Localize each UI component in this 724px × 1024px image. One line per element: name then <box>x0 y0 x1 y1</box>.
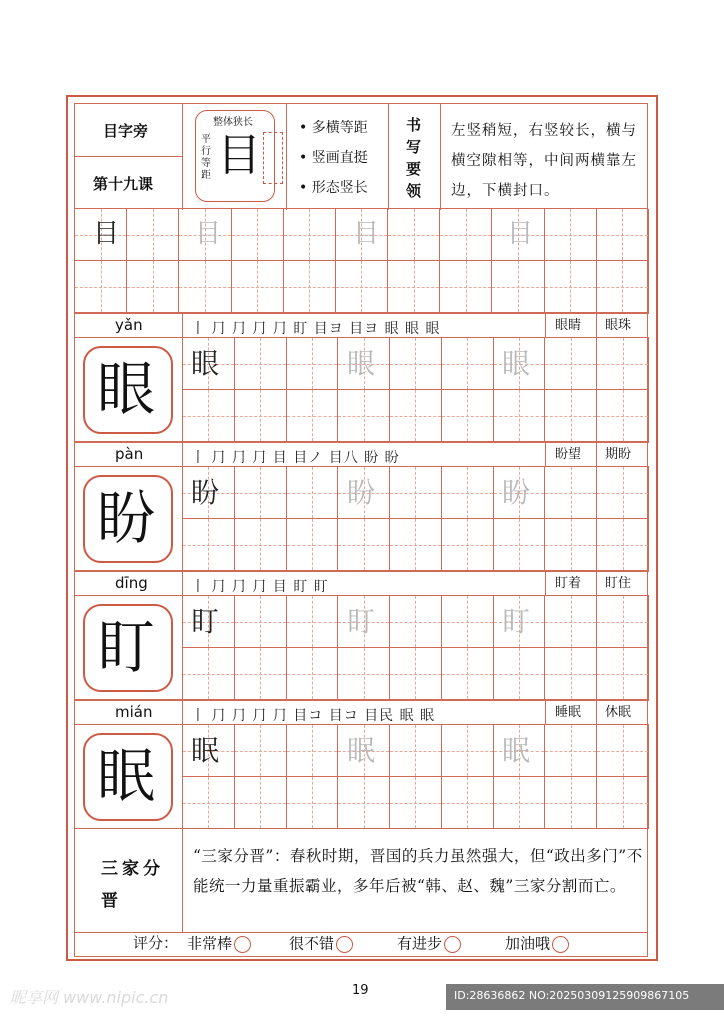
watermark-right: ID:28636862 NO:20250309125909867105 <box>454 989 690 1002</box>
grid-cell <box>597 519 649 571</box>
grid-cell <box>597 467 649 519</box>
rating-option-1[interactable]: 非常棒 <box>187 936 251 953</box>
grid-cell <box>442 467 494 519</box>
grid-cell <box>338 777 390 829</box>
grid-cell <box>545 596 597 648</box>
pinyin: pàn <box>115 445 144 463</box>
grid-cell <box>492 261 544 313</box>
grid-cell <box>597 596 649 648</box>
practice-grid-top <box>74 209 648 313</box>
grid-cell <box>336 261 388 313</box>
rating-option-3[interactable]: 有进步 <box>397 936 461 953</box>
grid-cell <box>442 777 494 829</box>
grid-cell <box>440 209 492 261</box>
grid-cell <box>597 338 649 390</box>
character-section <box>74 442 648 571</box>
grid-cell <box>235 725 287 777</box>
big-character: 盼 <box>97 484 156 552</box>
grid-cell <box>597 725 649 777</box>
rating-circle-icon <box>336 936 353 953</box>
grid-cell <box>390 390 442 442</box>
practice-char-1: 目 <box>93 219 120 249</box>
grid-cell <box>545 390 597 442</box>
grid-cell <box>545 209 597 261</box>
grid-cell <box>235 467 287 519</box>
watermark-left: 昵享网 www.nipic.cn <box>10 988 169 1007</box>
story-title: 三家分晋 <box>101 859 164 911</box>
grid-cell <box>494 519 546 571</box>
character-section <box>74 700 648 829</box>
word-1: 盼望 <box>555 447 582 462</box>
rating-circle-icon <box>552 936 569 953</box>
grid-cell <box>390 338 442 390</box>
word-2: 盯住 <box>605 576 632 591</box>
demo-character: 目 <box>217 130 261 181</box>
word-2: 期盼 <box>605 447 632 462</box>
character-section <box>74 313 648 442</box>
grid-cell <box>545 725 597 777</box>
grid-cell <box>442 338 494 390</box>
pinyin: mián <box>115 703 153 721</box>
lesson-type: 目字旁 <box>103 122 149 140</box>
practice-char-dark: 盼 <box>191 476 220 509</box>
grid-cell <box>442 596 494 648</box>
practice-char-trace: 眠 <box>347 734 376 767</box>
grid-cell <box>235 338 287 390</box>
story-block <box>74 829 648 933</box>
practice-char-trace: 盯 <box>347 605 376 638</box>
big-character: 眼 <box>97 355 156 423</box>
lesson-number: 第十九课 <box>93 175 154 193</box>
grid-cell <box>183 648 235 700</box>
grid-cell <box>597 390 649 442</box>
rating-label: 评分： <box>133 934 179 952</box>
grid-cell <box>127 261 179 313</box>
practice-char-4: 目 <box>507 219 534 249</box>
practice-char-trace: 眠 <box>502 734 531 767</box>
grid-cell <box>287 596 339 648</box>
header-block <box>74 103 648 209</box>
grid-cell <box>440 261 492 313</box>
stroke-order: 丨 ⺆ ⺆ ⺆ ⺆ 目コ 目コ 目民 眠 眠 <box>191 708 436 724</box>
word-2: 休眠 <box>605 705 632 720</box>
grid-cell <box>442 519 494 571</box>
rating-circle-icon <box>444 936 461 953</box>
grid-cell <box>597 261 649 313</box>
grid-cell <box>287 725 339 777</box>
grid-cell <box>183 777 235 829</box>
grid-cell <box>338 648 390 700</box>
grid-cell <box>127 209 179 261</box>
grid-cell <box>232 209 284 261</box>
grid-cell <box>390 725 442 777</box>
practice-char-dark: 眼 <box>191 347 220 380</box>
point-1: • 多横等距 <box>299 120 368 136</box>
grid-cell <box>390 777 442 829</box>
grid-cell <box>183 390 235 442</box>
character-section <box>74 571 648 700</box>
grid-cell <box>235 596 287 648</box>
grid-cell <box>388 261 440 313</box>
watermark-bar <box>0 984 724 1024</box>
grid-cell <box>545 648 597 700</box>
practice-char-dark: 盯 <box>191 605 220 638</box>
page-number: 19 <box>352 983 369 998</box>
grid-cell <box>179 261 231 313</box>
practice-char-3: 目 <box>353 219 380 249</box>
practice-char-trace: 眼 <box>502 347 531 380</box>
big-character: 眠 <box>97 742 156 810</box>
grid-cell <box>232 261 284 313</box>
pinyin: dīng <box>115 574 148 592</box>
grid-cell <box>235 519 287 571</box>
word-1: 盯着 <box>555 576 582 591</box>
grid-cell <box>442 648 494 700</box>
grid-cell <box>545 261 597 313</box>
grid-cell <box>235 777 287 829</box>
grid-cell <box>183 519 235 571</box>
word-1: 眼睛 <box>555 318 582 333</box>
grid-cell <box>597 777 649 829</box>
grid-cell <box>287 390 339 442</box>
rating-option-4[interactable]: 加油哦 <box>505 936 569 953</box>
grid-cell <box>284 209 336 261</box>
grid-cell <box>597 648 649 700</box>
grid-cell <box>545 519 597 571</box>
grid-cell <box>390 596 442 648</box>
demo-top-label: 整体狭长 <box>213 117 253 128</box>
grid-cell <box>494 648 546 700</box>
word-2: 眼珠 <box>605 318 632 333</box>
grid-cell <box>284 261 336 313</box>
practice-char-trace: 盼 <box>502 476 531 509</box>
grid-cell <box>287 777 339 829</box>
grid-cell <box>545 338 597 390</box>
grid-cell <box>442 390 494 442</box>
stroke-order: 丨 ⺆ ⺆ ⺆ 目 目ノ 目八 盼 盼 <box>191 450 400 466</box>
grid-cell <box>494 777 546 829</box>
grid-cell <box>287 338 339 390</box>
pinyin: yǎn <box>115 316 143 334</box>
grid-cell <box>390 467 442 519</box>
requirement-title: 书写要领 <box>406 116 422 200</box>
grid-cell <box>287 519 339 571</box>
grid-cell <box>545 777 597 829</box>
practice-char-trace: 盯 <box>502 605 531 638</box>
rating-option-2[interactable]: 很不错 <box>289 936 353 953</box>
practice-char-2: 目 <box>195 219 222 249</box>
rating-circle-icon <box>234 936 251 953</box>
grid-cell <box>494 390 546 442</box>
point-3: • 形态竖长 <box>299 180 368 196</box>
practice-char-trace: 眼 <box>347 347 376 380</box>
grid-cell <box>338 390 390 442</box>
practice-char-dark: 眠 <box>191 734 220 767</box>
big-character: 盯 <box>97 613 156 681</box>
stroke-order: 丨 ⺆ ⺆ ⺆ 目 盯 盯 <box>191 579 329 595</box>
grid-cell <box>75 261 127 313</box>
grid-cell <box>545 467 597 519</box>
grid-cell <box>597 209 649 261</box>
grid-cell <box>442 725 494 777</box>
stroke-order: 丨 ⺆ ⺆ ⺆ ⺆ 盯 目ヨ 目ヨ 眼 眼 眼 <box>191 321 441 337</box>
point-2: • 竖画直挺 <box>299 150 368 166</box>
grid-cell <box>287 648 339 700</box>
grid-cell <box>390 648 442 700</box>
word-1: 睡眠 <box>555 705 582 720</box>
grid-cell <box>388 209 440 261</box>
requirement-text: 左竖稍短，右竖较长，横与横空隙相等，中间两横靠左边，下横封口。 <box>451 123 637 199</box>
rating-bar <box>74 933 648 957</box>
grid-cell <box>390 519 442 571</box>
grid-cell <box>287 467 339 519</box>
demo-side-label: 平行等距 <box>201 134 211 181</box>
story-text: “三家分晋”：春秋时期，晋国的兵力虽然强大，但“政出多门”不能统一力量重振霸业，多年后被“韩、赵、魏”三家分割而亡。 <box>193 847 643 895</box>
practice-char-trace: 盼 <box>347 476 376 509</box>
grid-cell <box>235 648 287 700</box>
grid-cell <box>338 519 390 571</box>
grid-cell <box>235 390 287 442</box>
